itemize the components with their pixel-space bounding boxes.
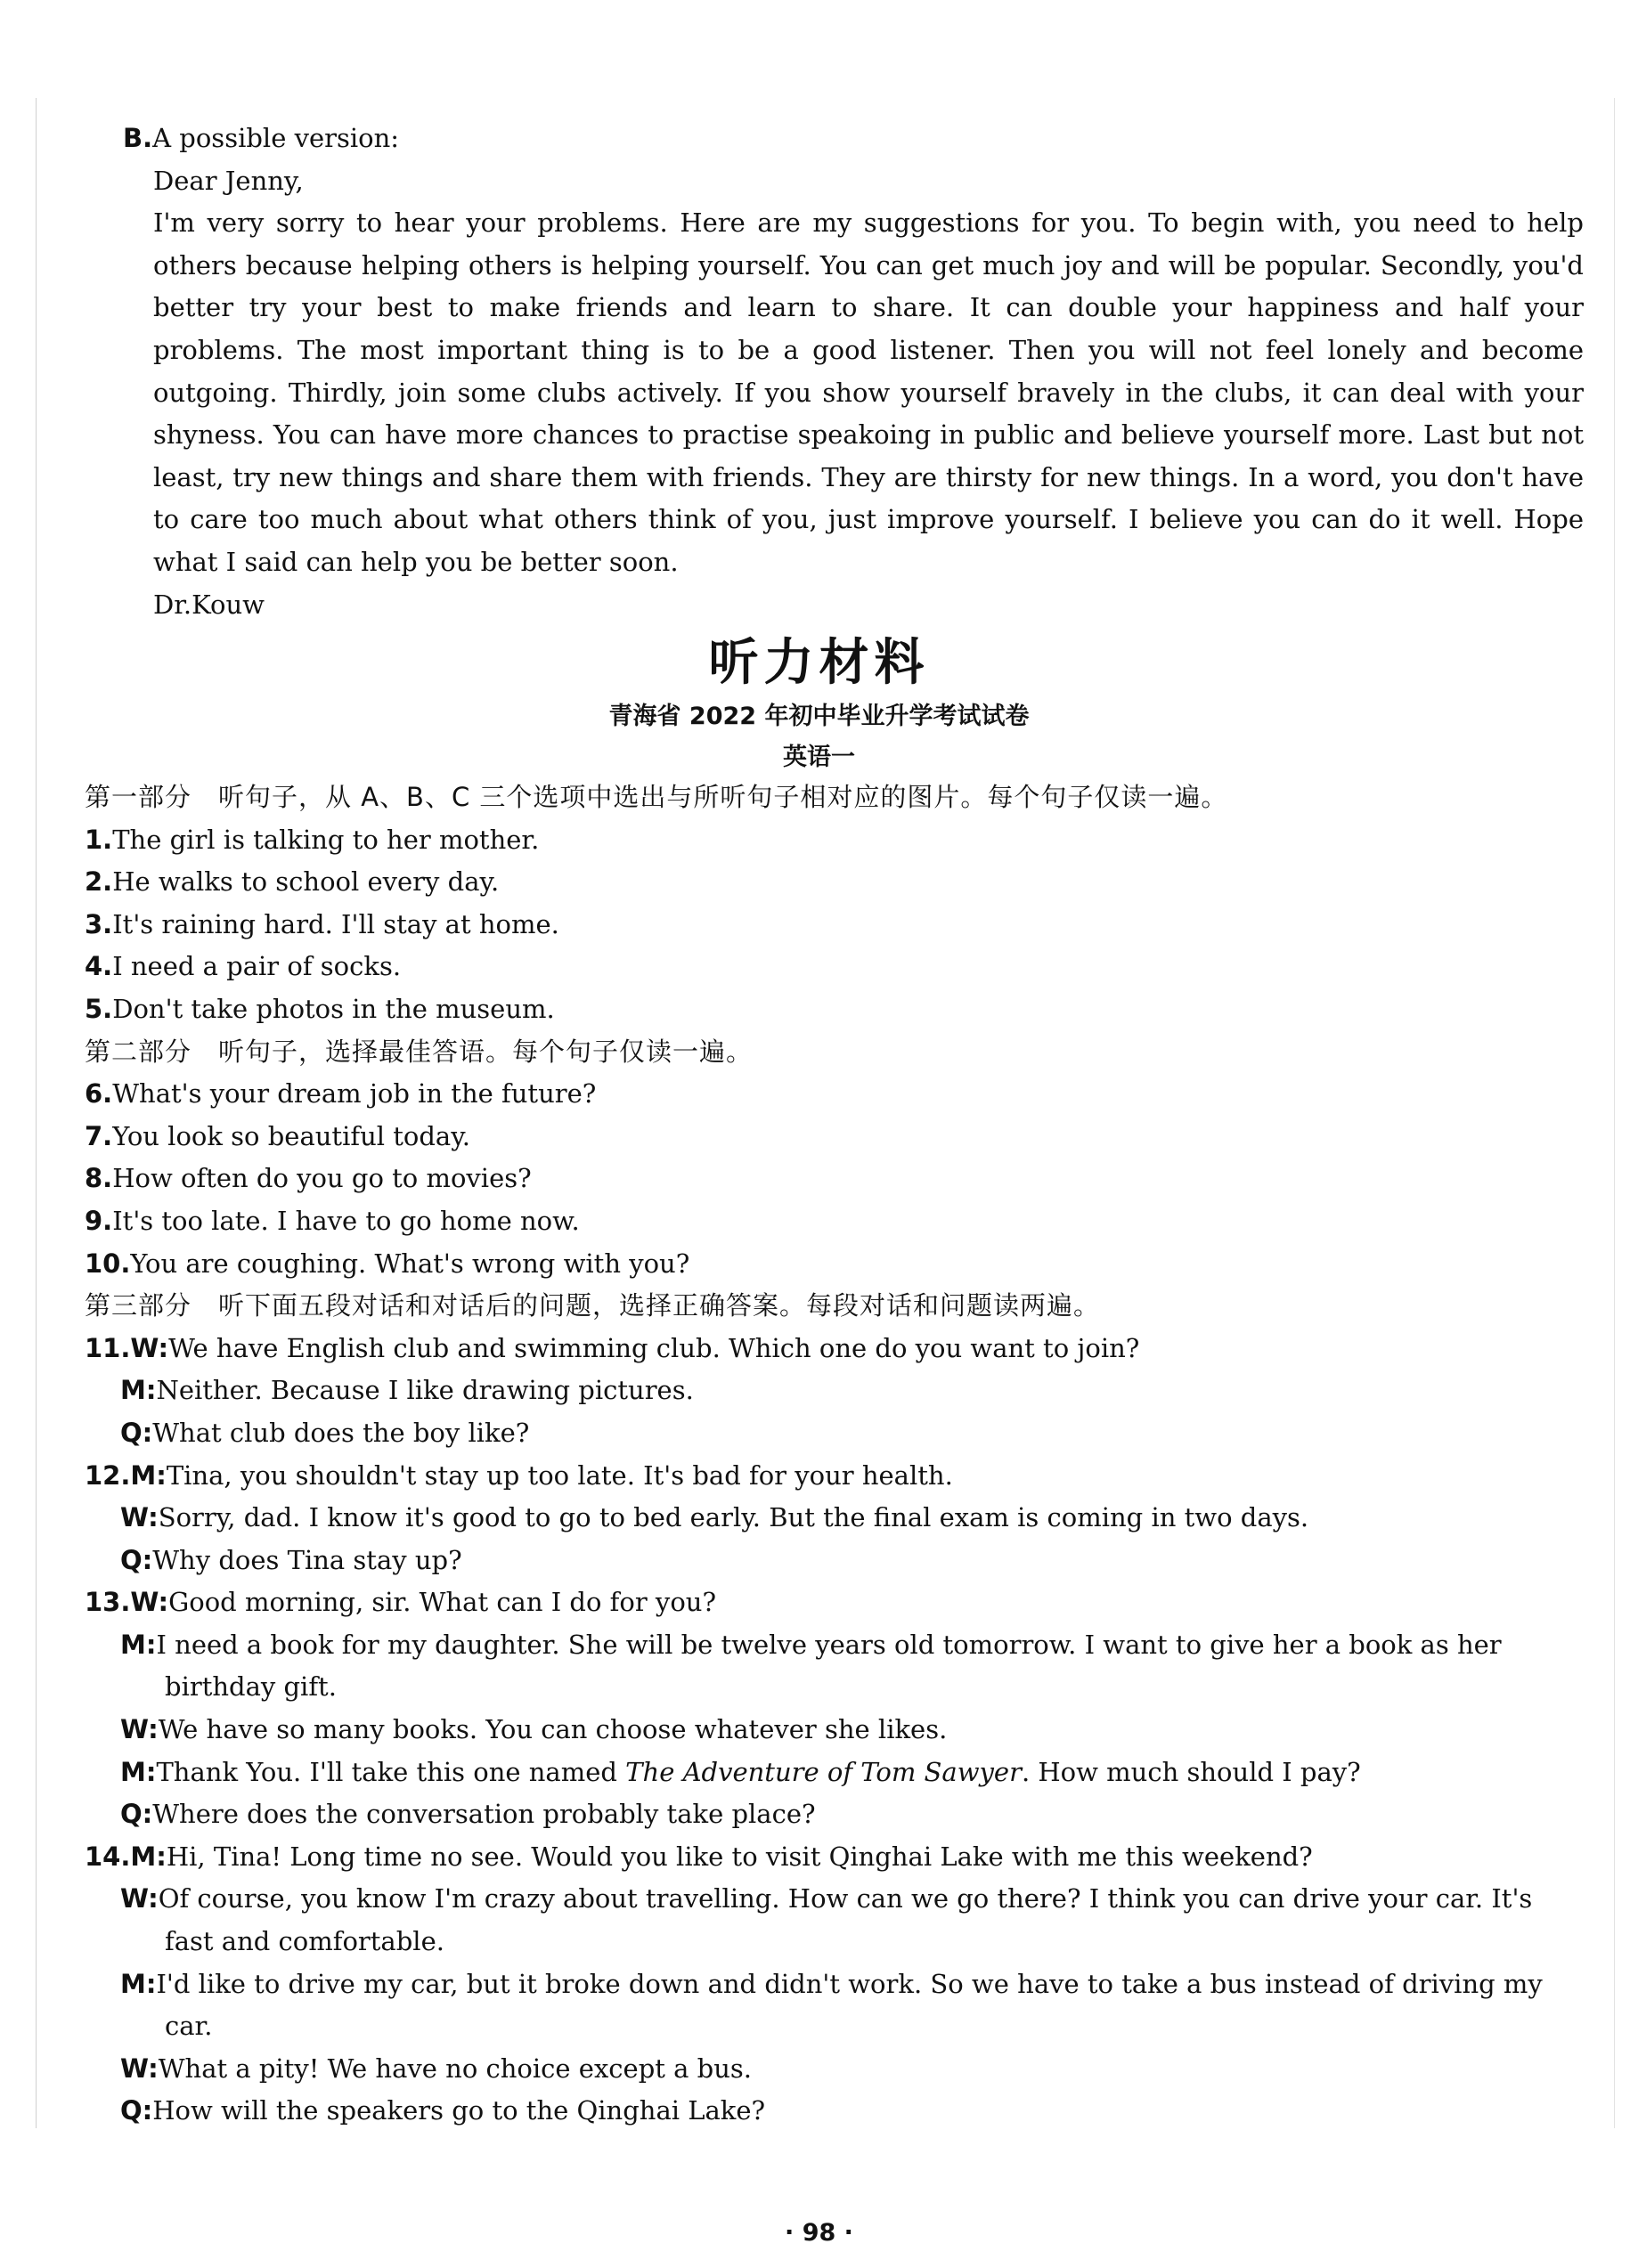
dialogue-line: W:We have so many books. You can choose whatever she likes. [120,1714,948,1745]
dialogue-line-continued: car. [165,2011,213,2042]
dialogue-question: Q:What club does the boy like? [120,1417,530,1448]
dialogue-question: Q:How will the speakers go to the Qinghai Lake? [120,2095,766,2126]
paper-name: 英语一 [783,744,855,771]
list-item: 3.It's raining hard. I'll stay at home. [85,908,559,939]
list-item: 10.You are coughing. What's wrong with you? [85,1248,690,1279]
exam-subtitle: 青海省 2022 年初中毕业升学考试试卷 [608,703,1030,730]
dialogue-line: 14.M:Hi, Tina! Long time no see. Would you like to visit Qinghai Lake with me this weekend? [85,1841,1313,1872]
dialogue-line: M:Thank You. I'll take this one named The Adventure of Tom Sawyer. How much should I pay? [120,1756,1361,1787]
list-item: 2.He walks to school every day. [85,866,500,898]
list-item: 9.It's too late. I have to go home now. [85,1205,580,1236]
listening-transcript [85,776,1585,2133]
dialogue-line: M:I'd like to drive my car, but it broke down and didn't work. So we have to take a bus instead of driving my [120,1968,1543,1999]
dialogue-line: M:I need a book for my daughter. She will be twelve years old tomorrow. I want to give her a book as her [120,1629,1502,1660]
page-number: · 98 · [785,2219,853,2247]
letter-intro-text: A possible version: [152,123,400,153]
list-item: 1.The girl is talking to her mother. [85,824,540,855]
list-item: 8.How often do you go to movies? [85,1163,532,1194]
dialogue-line: 13.W:Good morning, sir. What can I do for you? [85,1587,716,1618]
margin-rule-right [1614,98,1615,2128]
list-item: 7.You look so beautiful today. [85,1120,470,1151]
dialogue-line: W:Sorry, dad. I know it's good to go to bed early. But the final exam is coming in two days. [120,1502,1309,1533]
dialogue-line: 12.M:Tina, you shouldn't stay up too late. It's bad for your health. [85,1459,953,1491]
list-item: 4.I need a pair of socks. [85,951,402,982]
dialogue-question: Q:Why does Tina stay up? [120,1544,462,1575]
section-title: 听力材料 [708,634,930,692]
letter-body [123,202,1584,583]
letter-greeting: Dear Jenny, [153,165,304,196]
book-title: The Adventure of Tom Sawyer [625,1756,1022,1787]
dialogue-line: W:Of course, you know I'm crazy about travelling. How can we go there? I think you can drive your car. It's [120,1883,1533,1914]
part2-instruction: 第二部分 听句子，选择最佳答语。每个句子仅读一遍。 [85,1036,754,1067]
part3-instruction: 第三部分 听下面五段对话和对话后的问题，选择正确答案。每段对话和问题读两遍。 [85,1290,1101,1321]
letter-body-text: I'm very sorry to hear your problems. Here are my suggestions for you. To begin with, you need to help others because helping others is helping yourself. You can get much joy and will be popular. Secondly, you'd better try your best to make friends and learn to share. It can double your happiness and half your problems. The most important thing is to be a good listener. Then you will not feel lonely and become outgoing. Thirdly, join some clubs actively. If you show yourself bravely in the clubs, it can deal with your shyness. You can have more chances to practise speakoing in public and believe yourself more. Last but not least, try new things and share them with friends. They are thirsty for new things. In a word, you don't have to care too much about what others think of you, just improve yourself. I believe you can do it well. Hope what I said can help you be better soon. [153,207,1584,577]
dialogue-line: M:Neither. Because I like drawing pictures. [120,1375,694,1406]
dialogue-line: W:What a pity! We have no choice except a bus. [120,2053,752,2084]
dialogue-question: Q:Where does the conversation probably take place? [120,1799,816,1830]
section-label: B. [123,123,153,153]
model-letter [123,118,1584,626]
dialogue-line: 11.W:We have English club and swimming club. Which one do you want to join? [85,1332,1140,1363]
letter-signature: Dr.Kouw [153,589,265,620]
margin-rule-left [36,98,37,2128]
dialogue-line-continued: fast and comfortable. [165,1926,444,1957]
letter-intro [123,118,1584,160]
list-item: 5.Don't take photos in the museum. [85,993,555,1024]
part1-instruction: 第一部分 听句子，从 A、B、C 三个选项中选出与所听句子相对应的图片。每个句子仅读一遍。 [85,782,1228,812]
list-item: 6.What's your dream job in the future? [85,1078,597,1110]
dialogue-line-continued: birthday gift. [165,1671,337,1703]
